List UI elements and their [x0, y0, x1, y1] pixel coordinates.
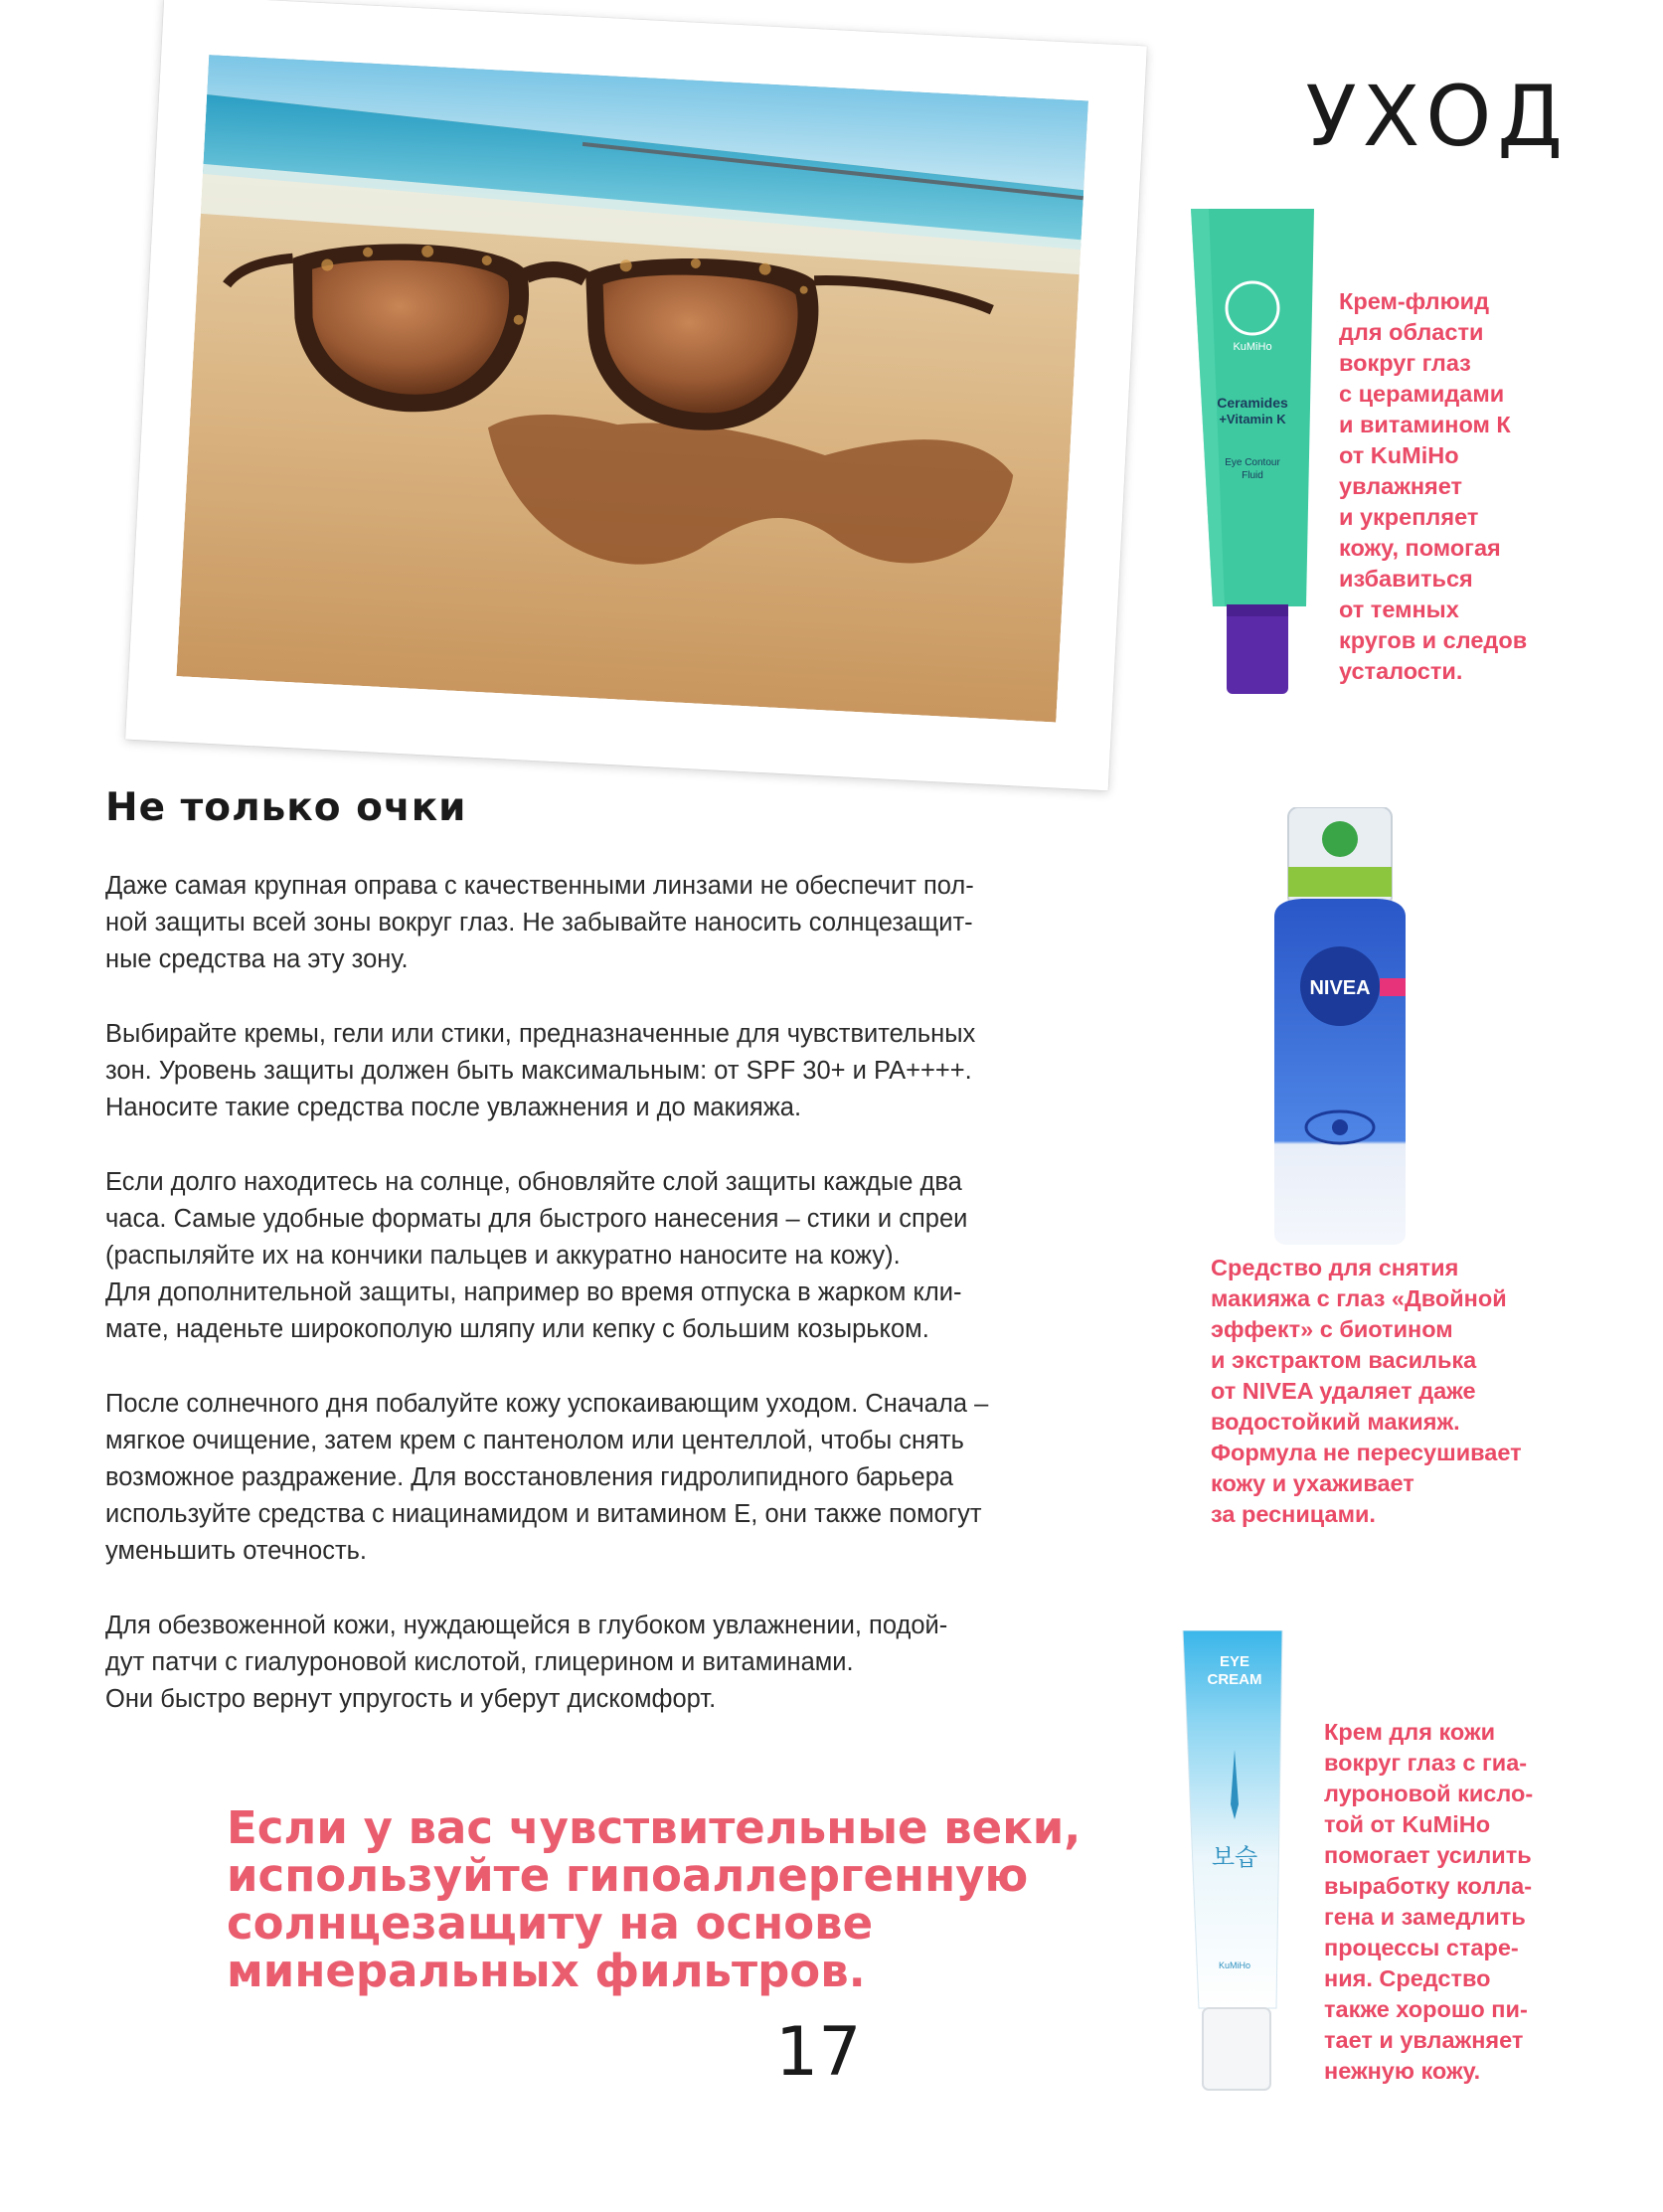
bottle-brand-label: NIVEA [1309, 977, 1371, 999]
nivea-makeup-remover-bottle-image [1254, 807, 1473, 1245]
pull-quote: Если у вас чувствительные веки, используйте гипоаллергенную солнцезащиту на основе минеральных фильтров. [227, 1801, 1081, 1997]
tube-line-3: Eye Contour [1225, 457, 1280, 468]
section-label: УХОД [1305, 68, 1569, 165]
tube-brand-label: KuMiHo [1218, 1960, 1251, 1970]
kumiho-eye-cream-tube-image [1173, 1630, 1302, 2098]
paragraph: Выбирайте кремы, гели или стики, предназначенные для чувствительных зон. Уровень защиты должен быть максимальным: от SPF 30+ и PA++++. Наносите такие средства после увлажнения и до макияжа. [105, 1020, 976, 1121]
tube-line-4: Fluid [1242, 470, 1263, 481]
paragraph: После солнечного дня побалуйте кожу успокаивающим уходом. Сначала – мягкое очищение, затем крем с пантенолом или центеллой, чтобы снять возможное раздражение. Для восстановления гидролипидного барьера используйте средства с ниацинамидом и витамином Е, они также помогут уменьшить отечность. [105, 1390, 989, 1565]
product-description-kumiho-eye-cream: Крем для кожи вокруг глаз с гиа- луроновой кисло- той от KuMiHo помогает усилить выработку колла- гена и замедлить процессы старе- ния. Средство также хорошо пи- тает и увлажняет нежную кожу. [1324, 1719, 1534, 2084]
article-body [105, 868, 1129, 1756]
tube-line-2: +Vitamin K [1219, 412, 1286, 426]
section-heading: Не только очки [105, 785, 467, 830]
tube-line-3: 보습 [1211, 1843, 1258, 1871]
product-description-nivea: Средство для снятия макияжа с глаз «Двойной эффект» с биотином и экстрактом василька от NIVEA удаляет даже водостойкий макияж. Формула не пересушивает кожу и ухаживает за ресницами. [1211, 1255, 1522, 1527]
tube-line-1: Ceramides [1217, 395, 1288, 411]
polaroid-photo-frame [125, 0, 1147, 790]
tube-line-2: CREAM [1207, 1671, 1262, 1688]
product-description-kumiho-fluid: Крем-флюид для области вокруг глаз с церамидами и витамином К от KuMiHo увлажняет и укрепляет кожу, помогая избавиться от темных кругов и следов усталости. [1339, 288, 1528, 684]
page-number: 17 [775, 2013, 862, 2092]
paragraph: Для обезвоженной кожи, нуждающейся в глубоком увлажнении, подой- дут патчи с гиалуроновой кислотой, глицерином и витаминами. Они быстро вернут упругость и уберут дискомфорт. [105, 1612, 948, 1713]
tube-brand-label: KuMiHo [1233, 341, 1272, 353]
paragraph: Если долго находитесь на солнце, обновляйте слой защиты каждые два часа. Самые удобные форматы для быстрого нанесения – стики и спреи (распыляйте их на кончики пальцев и аккуратно наносите на кожу). Для дополнительной защиты, например во время отпуска в жарком кли- мате, наденьте широкополую шляпу или кепку с большим козырьком. [105, 1168, 968, 1343]
tube-line-1: EYE [1219, 1653, 1250, 1670]
paragraph: Даже самая крупная оправа с качественными линзами не обеспечит пол- ной защиты всей зоны вокруг глаз. Не забывайте наносить солнцезащит- ные средства на эту зону. [105, 872, 974, 973]
kumiho-eye-fluid-tube-image [1189, 209, 1328, 706]
sunglasses-beach-photo [176, 55, 1088, 723]
